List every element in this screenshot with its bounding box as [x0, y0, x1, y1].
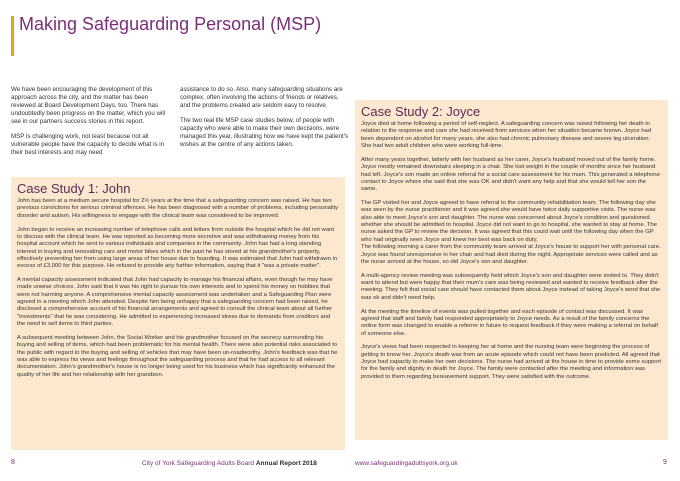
- page-number-left: 8: [11, 459, 15, 466]
- case-paragraph: Joyce died at home following a period of self-neglect. A safeguarding concern was raised following her death in relation to the response and care she had received from services when her situation became known. Joyce had been dependent on alcohol for many years, she also had chronic pulmonary disease and severe leg ulceration. She had two adult children who were working full-time.: [361, 121, 652, 150]
- case-paragraph: A mental capacity assessment indicated that John had capacity to manage his financial affairs, even though he may have made unwise choices. John said that it was his right to pursue his own interests and to spend his money on hobbies that were not harming anyone. A comprehensive mental capacity assessment was undertaken and a Safeguarding Plan were agreed in a meeting which John attended. Despite him being unhappy that a safeguarding concern had been raised, he disclosed a comprehensive account of his financial arrangements and agreed to consult the clinical team about all further "investments" that he was considering. He admitted to experiencing increased stress due to demands from creditors and the need to sell items to third parties.: [17, 277, 333, 328]
- case-study-body: [355, 121, 668, 392]
- footer-publication: [142, 460, 317, 467]
- intro-right-column: [180, 86, 350, 156]
- case-study-body: [11, 198, 345, 390]
- case-study-heading: Case Study 1: John: [17, 181, 131, 196]
- intro-left-column: [11, 86, 174, 164]
- case-paragraph: The GP visited her and Joyce agreed to have referral to the community rehabilitation team. The following day she was seen by the nurse practitioner and it was agreed she would have twice daily supportive visits. The nurse was also able to meet Joyce's son and daughter. The nurse was concerned about Joyce's condition and questioned whether she should be admitted to hospital. Joyce did not want to go to hospital, she wanted to stay at home. The nurse asked the GP to review the decision. It was agreed that this could wait until the following day when the GP who had originally seen Joyce and knew her best was back on duty. The following morning a carer from the community team arrived at Joyce's house to support her with personal care. Joyce was found unresponsive in her chair and had died during the night. Appropriate services were called and as the nurse arrived at the house, so did Joyce's son and daughter.: [361, 200, 661, 265]
- case-paragraph: After many years together, latterly with her husband as her carer, Joyce's husband moved out of the family home. Joyce mostly remained downstairs sleeping in a chair. She lost weight in the couple of months since her husband had left. Joyce's son made an online referral for a social care assessment for his mum. This generated a telephone contact to Joyce where she said that she was OK and didn't want any help and that she would tell her son the same.: [361, 156, 660, 193]
- case-paragraph: Joyce's views had been respected in keeping her at home and the nursing team were beginning the process of getting to know her. Joyce's death was from an acute episode which could not have been predicted. All agreed that Joyce had capacity to make her own decisions. The nurse had arrived at the house in time to provide some support for the family and dignity in death for Joyce. The family were contacted after the meeting and information was provided to them regarding bereavement support. They were satisfied with the outcome.: [361, 344, 662, 380]
- case-study-joyce: [355, 100, 668, 440]
- footer-website-link[interactable]: www.safeguardingadultsyork.org.uk: [355, 460, 458, 467]
- case-paragraph: A subsequent meeting between John, the Social Worker and his grandmother focused on the secrecy surrounding his buying and selling of items, which had been problematic for his mental health. There were also potential risks associated to the public with regard to the buying and selling of vehicles that may have been un-roadworthy. John's feedback was that he was able to express his views and feelings throughout the safeguarding process and that he had access to all relevant documentation. John's grandmother's house is no longer being used for his business which has significantly enhanced the quality of her life and her relationship with her grandson.: [17, 335, 338, 378]
- page-number-right: 9: [663, 459, 667, 466]
- case-paragraph: A multi-agency review meeting was subsequently held which Joyce's son and daughter were invited to. They didn't want to attend but were happy that their mum's care was being reviewed and wanted to receive feedback after the meeting. They felt that social care should have contacted them about Joyce instead of taking Joyce's word that she was ok and didn't need help.: [361, 272, 661, 301]
- case-paragraph: At the meeting the timeline of events was pulled together and each episode of contact was discussed. It was agreed that staff and family had responded appropriately to Joyce needs. As a result of the family concerns the online form was changed to enable a referrer in future to request feedback if they were making a referral on behalf of someone else.: [361, 308, 658, 337]
- intro-paragraph: We have been encouraging the development of this approach across the city, and the matter has been reviewed at Board Development Days, too. There has undoubtedly been progress on the matter, which you will see in our partners success stories in this report.: [11, 86, 166, 125]
- case-paragraph: John has been at a medium secure hospital for 2½ years at the time that a safeguarding concern was raised. He has two previous convictions for serious criminal offences. He has been diagnosed with a number of problems, including personality disorder and autism. His willingness to engage with the clinical team was considered to be improved.: [17, 198, 339, 219]
- case-study-john: [11, 177, 345, 450]
- intro-paragraph: The two real life MSP case studies below, of people with capacity who were able to make their own decisions, were managed this year, illustrating how we have kept the patient's wishes at the centre of any actions taken.: [180, 117, 348, 148]
- footer-report: Annual Report 2018: [255, 460, 317, 467]
- intro-paragraph: MSP is challenging work, not least because not all vulnerable people have the capacity to decide what is in their best interests and may need: [11, 133, 165, 156]
- footer-org: City of York Safeguarding Adults Board: [142, 460, 255, 467]
- title-accent-bar: [11, 16, 14, 56]
- case-paragraph: John began to receive an increasing number of telephone calls and letters from outside the hospital which he did not want to discuss with the clinical team. He was reported as becoming more secretive and was withdrawing money from his hospital account which he sent to various individuals and companies in the community. John has had a long standing interest in buying and renovating cars and motor bikes which in the past he has stored at his grandmother's property, effectively preventing her from using large areas of her house due to hoarding. It was estimated that John had withdrawn in excess of £3,000 for this purpose. He refused to provide any further information, saying that it "was a private matter".: [17, 226, 338, 270]
- case-study-heading: Case Study 2: Joyce: [361, 104, 481, 119]
- page-title: Making Safeguarding Personal (MSP): [19, 14, 322, 34]
- intro-paragraph: assistance to do so. Also, many safeguarding situations are complex, often involving the actions of friends or relatives, and the problems created are seldom easy to resolve.: [180, 86, 343, 109]
